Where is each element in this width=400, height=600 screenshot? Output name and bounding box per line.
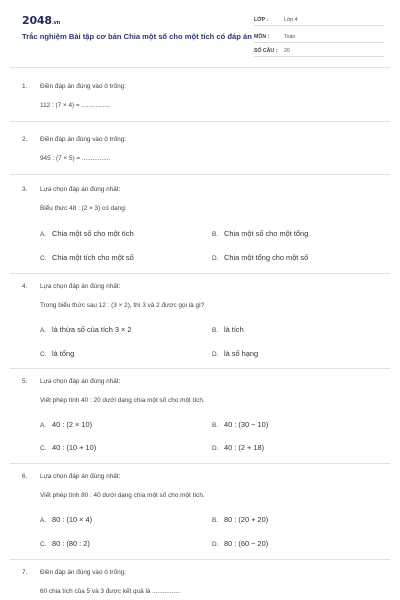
option-letter: C. bbox=[40, 445, 47, 452]
answer-option-c[interactable] bbox=[40, 539, 90, 548]
answer-option-b[interactable] bbox=[212, 229, 308, 238]
answer-option-c[interactable] bbox=[40, 253, 134, 262]
option-letter: C. bbox=[40, 255, 47, 262]
option-letter: C. bbox=[40, 351, 47, 358]
option-text: 80 : (10 × 4) bbox=[52, 515, 93, 524]
meta-grade bbox=[254, 14, 384, 26]
answer-option-b[interactable] bbox=[212, 515, 268, 524]
option-letter: D. bbox=[212, 541, 219, 548]
question-line: Viết phép tính 80 : 40 dưới dạng chia một số cho một tích. bbox=[40, 492, 205, 499]
divider bbox=[10, 273, 390, 274]
option-letter: B. bbox=[212, 422, 219, 429]
option-letter: A. bbox=[40, 422, 47, 429]
question-line: Viết phép tính 40 : 20 dưới dạng chia một số cho một tích. bbox=[40, 397, 205, 404]
meta-subject bbox=[254, 31, 384, 43]
answer-option-a[interactable] bbox=[40, 515, 92, 524]
option-text: 80 : (20 + 20) bbox=[224, 515, 269, 524]
question-number: 6. bbox=[22, 473, 28, 480]
question-prompt: Lựa chọn đáp án đúng nhất: bbox=[40, 186, 121, 193]
question-line: Trong biểu thức sau 12 : (3 × 2), thì 3 và 2 được gọi là gì? bbox=[40, 302, 205, 309]
answer-option-a[interactable] bbox=[40, 420, 92, 429]
answer-option-c[interactable] bbox=[40, 349, 74, 358]
option-text: Chia một tích cho một số bbox=[52, 253, 134, 262]
option-letter: D. bbox=[212, 445, 219, 452]
meta-value: 20 bbox=[284, 48, 290, 54]
question-line: 945 : (7 × 5) = ................ bbox=[40, 155, 111, 162]
option-letter: D. bbox=[212, 351, 219, 358]
option-text: 40 : (2 × 10) bbox=[52, 420, 93, 429]
answer-option-a[interactable] bbox=[40, 229, 134, 238]
option-letter: C. bbox=[40, 541, 47, 548]
meta-label: LỚP : bbox=[254, 17, 269, 23]
divider bbox=[10, 67, 390, 68]
option-text: Chia một tổng cho một số bbox=[224, 253, 309, 262]
question-number: 1. bbox=[22, 83, 28, 90]
divider bbox=[10, 121, 390, 122]
question-prompt: Điền đáp án đúng vào ô trống: bbox=[40, 569, 126, 576]
answer-option-b[interactable] bbox=[212, 420, 268, 429]
option-text: Chia một số cho một tổng bbox=[224, 229, 309, 238]
document-title: Trắc nghiệm Bài tập cơ bản Chia một số cho một tích có đáp án bbox=[22, 32, 252, 41]
divider bbox=[10, 174, 390, 175]
question-line: 60 chia tích của 5 và 3 được kết quả là ................ bbox=[40, 588, 181, 595]
option-letter: A. bbox=[40, 231, 47, 238]
option-letter: B. bbox=[212, 231, 219, 238]
meta-label: MÔN : bbox=[254, 34, 270, 40]
question-line: Biểu thức 48 : (2 × 3) có dạng: bbox=[40, 205, 127, 212]
answer-option-b[interactable] bbox=[212, 325, 244, 334]
answer-option-d[interactable] bbox=[212, 539, 268, 548]
option-text: 80 : (80 : 2) bbox=[52, 539, 90, 548]
option-letter: B. bbox=[212, 327, 219, 334]
option-text: 40 : (10 + 10) bbox=[52, 443, 97, 452]
question-prompt: Điền đáp án đúng vào ô trống: bbox=[40, 136, 126, 143]
option-letter: D. bbox=[212, 255, 219, 262]
question-number: 7. bbox=[22, 569, 28, 576]
option-letter: A. bbox=[40, 327, 47, 334]
divider bbox=[10, 463, 390, 464]
question-line: 112 : (7 × 4) = ................ bbox=[40, 102, 110, 109]
answer-option-c[interactable] bbox=[40, 443, 96, 452]
question-number: 3. bbox=[22, 186, 28, 193]
option-text: là tổng bbox=[52, 349, 75, 358]
answer-option-a[interactable] bbox=[40, 325, 132, 334]
answer-option-d[interactable] bbox=[212, 253, 308, 262]
question-number: 4. bbox=[22, 283, 28, 290]
meta-label: SỐ CÂU : bbox=[254, 48, 278, 54]
option-letter: B. bbox=[212, 517, 219, 524]
question-number: 5. bbox=[22, 378, 28, 385]
question-prompt: Điền đáp án đúng vào ô trống: bbox=[40, 83, 126, 90]
question-prompt: Lựa chọn đáp án đúng nhất: bbox=[40, 473, 121, 480]
answer-option-d[interactable] bbox=[212, 349, 258, 358]
meta-value: Toán bbox=[284, 34, 296, 40]
question-number: 2. bbox=[22, 136, 28, 143]
option-text: 80 : (60 − 20) bbox=[224, 539, 269, 548]
option-text: là tích bbox=[224, 325, 244, 334]
site-logo[interactable] bbox=[22, 14, 60, 27]
option-text: 40 : (30 − 10) bbox=[224, 420, 269, 429]
divider bbox=[10, 368, 390, 369]
meta-question-count bbox=[254, 45, 384, 57]
question-prompt: Lựa chọn đáp án đúng nhất: bbox=[40, 283, 121, 290]
option-text: 40 : (2 + 18) bbox=[224, 443, 265, 452]
option-letter: A. bbox=[40, 517, 47, 524]
divider bbox=[10, 559, 390, 560]
document-header bbox=[0, 0, 400, 66]
question-prompt: Lựa chọn đáp án đúng nhất: bbox=[40, 378, 121, 385]
option-text: Chia một số cho một tích bbox=[52, 229, 134, 238]
option-text: là số hạng bbox=[224, 349, 259, 358]
answer-option-d[interactable] bbox=[212, 443, 264, 452]
logo-suffix: .vn bbox=[51, 20, 60, 26]
logo-main: 2048 bbox=[22, 14, 52, 27]
meta-value: Lớp 4 bbox=[284, 17, 298, 23]
option-text: là thừa số của tích 3 × 2 bbox=[52, 325, 132, 334]
